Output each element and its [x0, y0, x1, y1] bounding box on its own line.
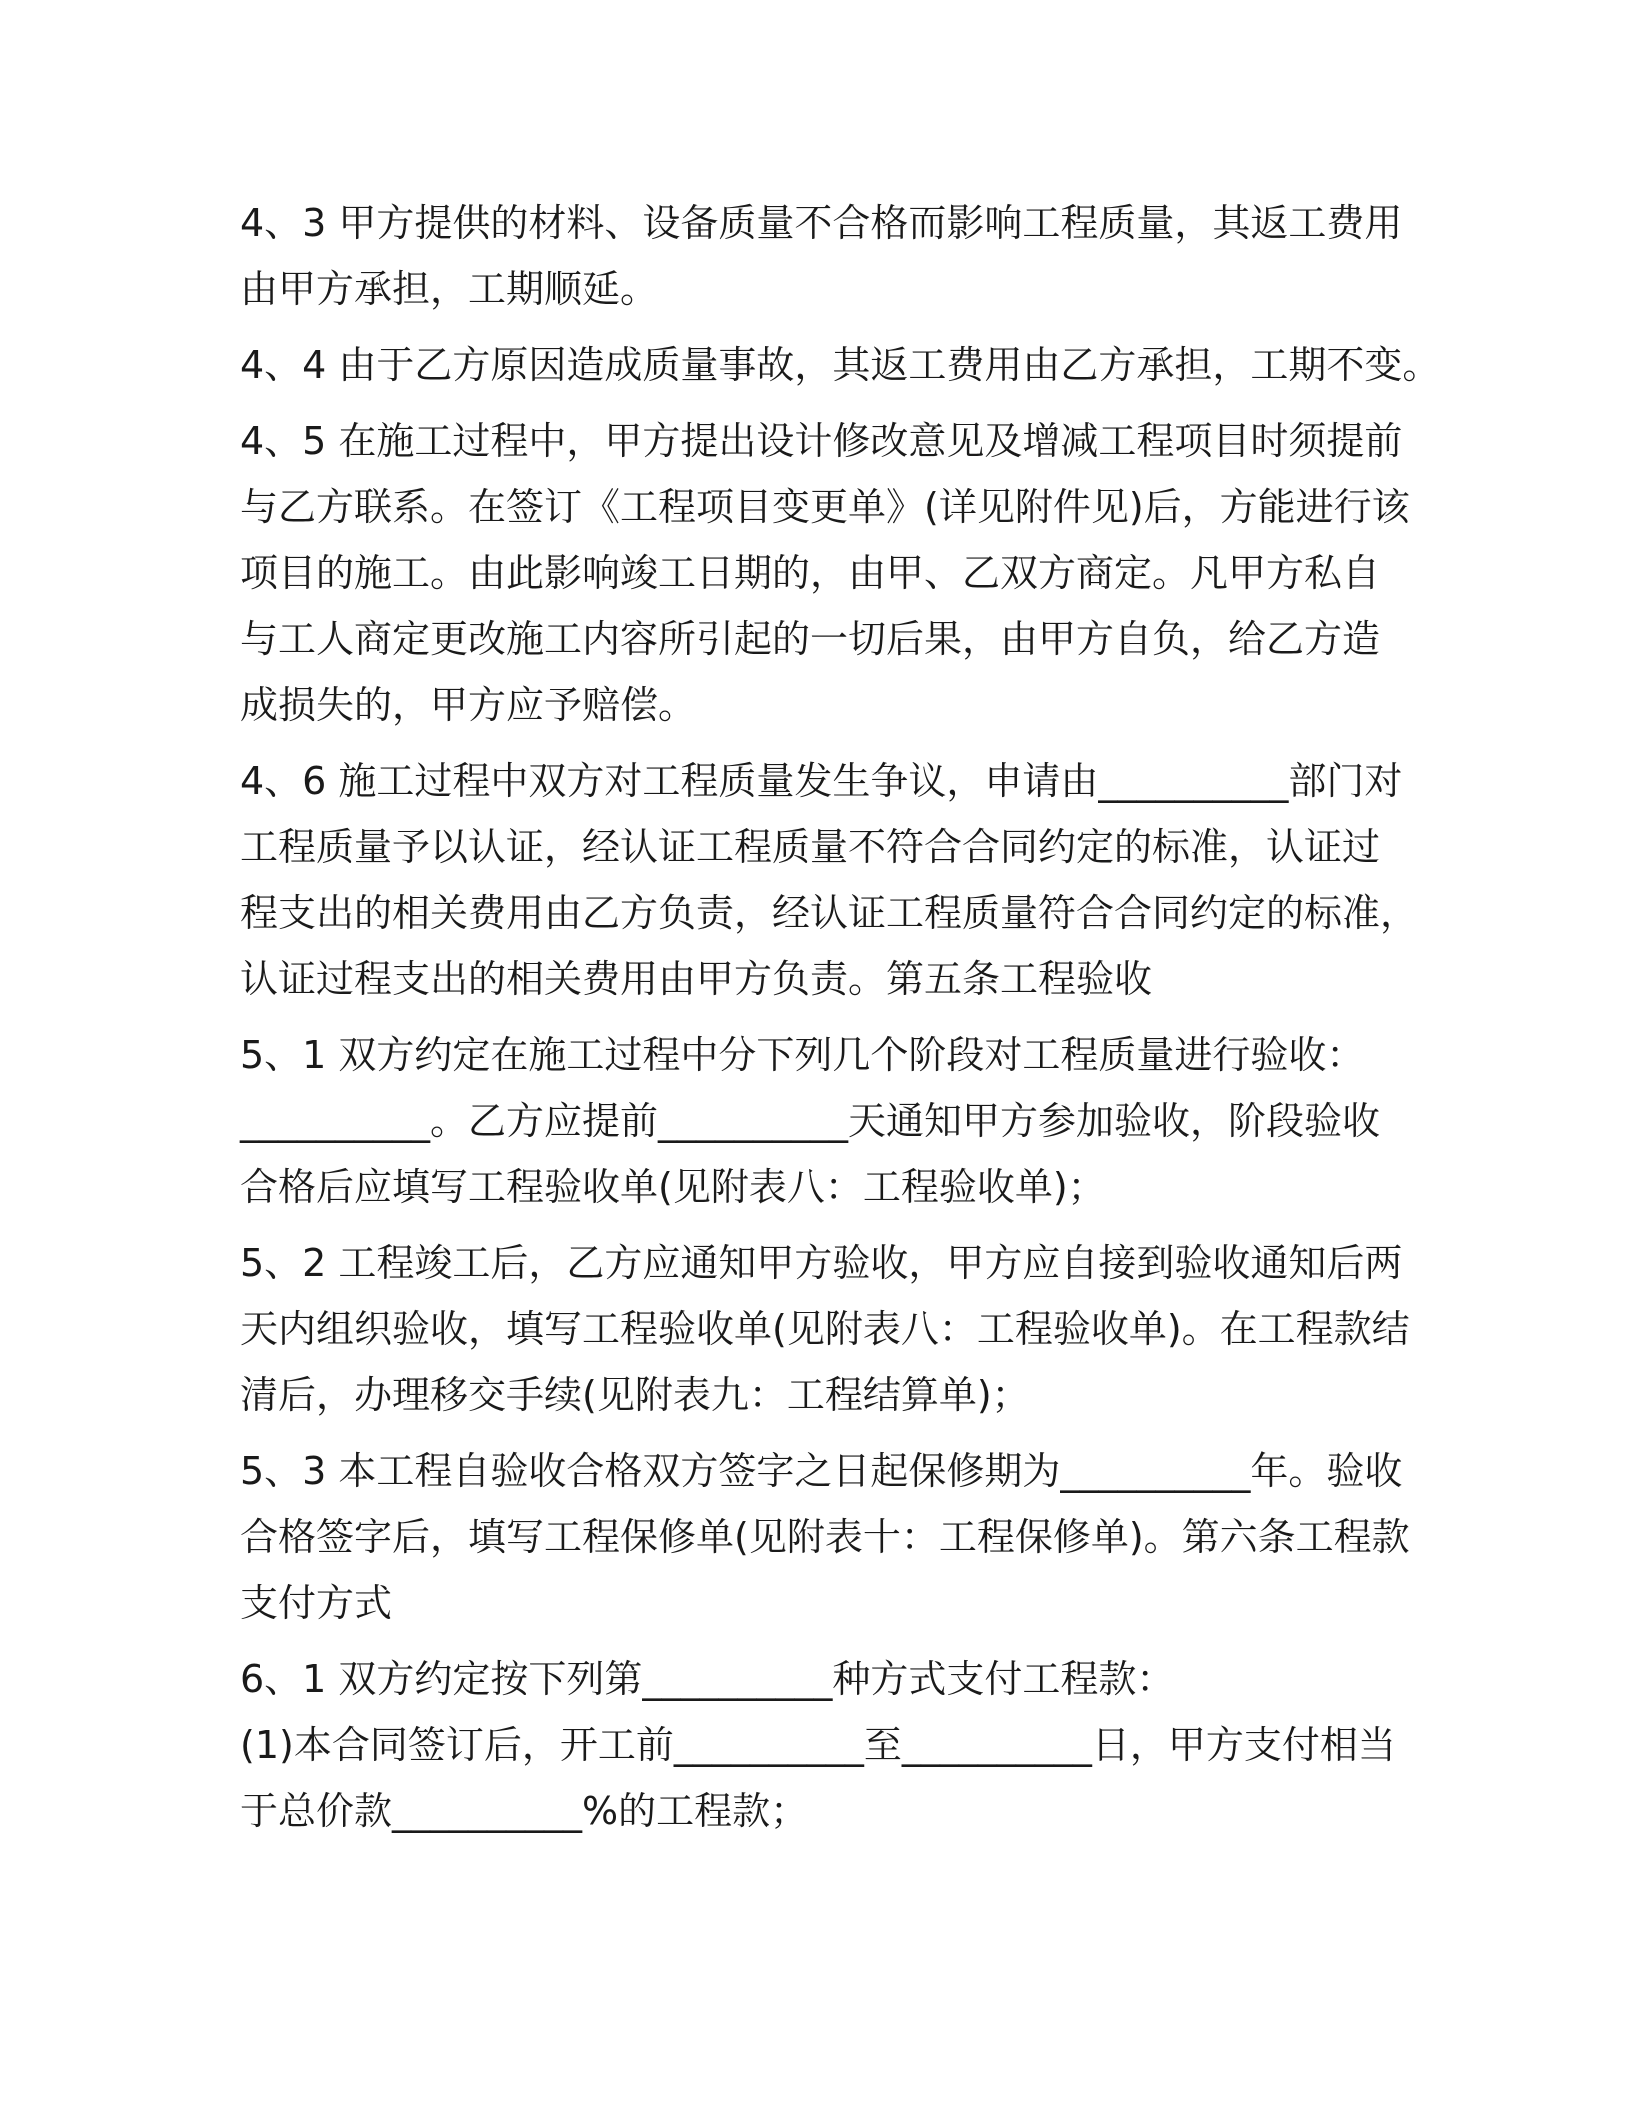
clause-5-1 [240, 1022, 1400, 1220]
clause-4-3 [240, 190, 1403, 322]
text-line: 5、1 双方约定在施工过程中分下列几个阶段对工程质量进行验收： [240, 1033, 1365, 1077]
clause-5-2 [240, 1230, 1410, 1428]
text-line: 认证过程支出的相关费用由甲方负责。第五条工程验收 [240, 957, 1153, 1001]
clause-4-6 [240, 748, 1419, 1012]
text-line: 天内组织验收，填写工程验收单(见附表八：工程验收单)。在工程款结 [240, 1307, 1410, 1351]
text-line: __________。乙方应提前__________天通知甲方参加验收，阶段验收 [240, 1099, 1381, 1143]
text-line: 项目的施工。由此影响竣工日期的，由甲、乙双方商定。凡甲方私自 [240, 551, 1381, 595]
clause-4-4 [240, 332, 1441, 398]
clause-6-1-option-1 [240, 1712, 1400, 1844]
text-line: 成损失的，甲方应予赔偿。 [240, 683, 697, 727]
text-line: (1)本合同签订后，开工前__________至__________日，甲方支付相当 [240, 1723, 1396, 1767]
text-line: 4、3 甲方提供的材料、设备质量不合格而影响工程质量，其返工费用 [240, 201, 1403, 245]
text-line: 4、4 由于乙方原因造成质量事故，其返工费用由乙方承担，工期不变。 [240, 343, 1441, 387]
text-line: 合格签字后，填写工程保修单(见附表十：工程保修单)。第六条工程款 [240, 1515, 1410, 1559]
text-line: 由甲方承担，工期顺延。 [240, 267, 659, 311]
clause-6-1 [240, 1646, 1400, 1712]
text-line: 与工人商定更改施工内容所引起的一切后果，由甲方自负，给乙方造 [240, 617, 1381, 661]
document-body [240, 190, 1441, 1854]
text-line: 合格后应填写工程验收单(见附表八：工程验收单)； [240, 1165, 1106, 1209]
text-line: 6、1 双方约定按下列第__________种方式支付工程款： [240, 1657, 1175, 1701]
text-line: 程支出的相关费用由乙方负责，经认证工程质量符合合同约定的标准， [240, 891, 1419, 935]
text-line: 于总价款__________%的工程款； [240, 1789, 809, 1833]
clause-4-5 [240, 408, 1410, 738]
clause-5-3 [240, 1438, 1410, 1636]
text-line: 5、2 工程竣工后，乙方应通知甲方验收，甲方应自接到验收通知后两 [240, 1241, 1403, 1285]
text-line: 支付方式 [240, 1581, 393, 1625]
text-line: 工程质量予以认证，经认证工程质量不符合合同约定的标准，认证过 [240, 825, 1381, 869]
text-line: 清后，办理移交手续(见附表九：工程结算单)； [240, 1373, 1030, 1417]
text-line: 4、5 在施工过程中，甲方提出设计修改意见及增减工程项目时须提前 [240, 419, 1403, 463]
text-line: 5、3 本工程自验收合格双方签字之日起保修期为__________年。验收 [240, 1449, 1403, 1493]
text-line: 与乙方联系。在签订《工程项目变更单》(详见附件见)后，方能进行该 [240, 485, 1410, 529]
text-line: 4、6 施工过程中双方对工程质量发生争议，申请由__________部门对 [240, 759, 1403, 803]
